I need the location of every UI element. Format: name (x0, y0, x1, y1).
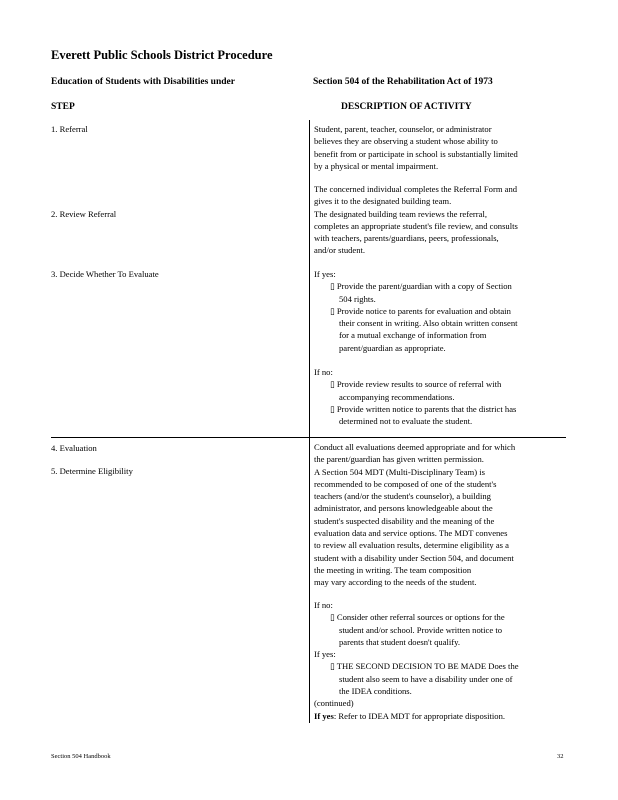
text-line: determined not to evaluate the student. (339, 416, 473, 427)
description-referral (314, 123, 569, 172)
text-line: evaluation data and service options. The MDT convenes (314, 528, 508, 539)
bullet-item: ▯ Provide notice to parents for evaluation and obtain (330, 305, 511, 316)
text-line: student also seem to have a disability under one of (339, 673, 513, 684)
text-line: Conduct all evaluations deemed appropriate and for which (314, 442, 516, 452)
text-line: The concerned individual completes the Referral Form and (314, 184, 518, 194)
text-line: benefit from or participate in school is substantially limited (314, 148, 518, 159)
column-header-description: DESCRIPTION OF ACTIVITY (341, 102, 472, 112)
document-title: Everett Public Schools District Procedure (51, 48, 273, 62)
description-determine-eligibility (314, 599, 569, 722)
column-divider-top (309, 120, 310, 437)
text-line: their consent in writing. Also obtain written consent (339, 318, 518, 329)
bullet-item: ▯ Consider other referral sources or options for the (330, 612, 505, 623)
description-review-referral (314, 183, 569, 257)
text-line: administrator, and persons knowledgeable about the (314, 503, 493, 514)
step-referral: 1. Referral (51, 124, 88, 134)
text-line: the IDEA conditions. (339, 686, 412, 697)
text-line: completes an appropriate student's file review, and consults (314, 220, 518, 231)
bullet-item: ▯ THE SECOND DECISION TO BE MADE Does the (330, 661, 519, 672)
text-line: student and/or school. Provide written notice to (339, 624, 503, 635)
text-line: with teachers, parents/guardians, peers, professionals, (314, 233, 499, 244)
if-no-label: If no: (314, 367, 333, 378)
continued-note: (continued) (314, 698, 354, 709)
text-line: for a mutual exchange of information from (339, 330, 487, 341)
footer-handbook-title: Section 504 Handbook (51, 753, 111, 760)
step-evaluation: 4. Evaluation (51, 443, 97, 453)
text-line: accompanying recommendations. (339, 391, 455, 402)
text-line: the parent/guardian has given written permission. (314, 454, 484, 465)
step-decide-evaluate: 3. Decide Whether To Evaluate (51, 269, 159, 279)
document-subtitle-right: Section 504 of the Rehabilitation Act of 1973 (313, 77, 493, 87)
column-header-step: STEP (51, 102, 75, 112)
text-line: student's suspected disability and the meaning of the (314, 515, 495, 526)
document-subtitle-left: Education of Students with Disabilities under (51, 77, 235, 87)
text-line: recommended to be composed of one of the student's (314, 478, 497, 489)
step-determine-eligibility: 5. Determine Eligibility (51, 466, 133, 476)
text-line: the meeting in writing. The team composition (314, 564, 472, 575)
step-review-referral: 2. Review Referral (51, 209, 117, 219)
text-line: parent/guardian as appropriate. (339, 342, 446, 353)
text-line: parents that student doesn't qualify. (339, 636, 461, 647)
page-number: 32 (557, 753, 564, 760)
description-evaluation (314, 441, 569, 589)
bullet-item: ▯ Provide the parent/guardian with a copy of Section (330, 281, 512, 292)
if-no-label: If no: (314, 600, 333, 610)
text-line: The designated building team reviews the referral, (314, 208, 487, 219)
column-divider-bottom (309, 438, 310, 723)
text-line: and/or student. (314, 245, 366, 256)
if-yes-label: If yes: (314, 649, 336, 660)
text-line: student with a disability under Section 504, and document (314, 552, 514, 563)
text-line: by a physical or mental impairment. (314, 160, 439, 171)
if-yes-label: If yes: (314, 269, 336, 279)
text-line: believes they are observing a student whose ability to (314, 136, 498, 147)
text-line: Student, parent, teacher, counselor, or administrator (314, 124, 492, 134)
text-line: gives it to the designated building team. (314, 196, 452, 207)
text-line: may vary according to the needs of the student. (314, 577, 477, 588)
bullet-item: ▯ Provide written notice to parents that the district has (330, 403, 517, 414)
text-line: A Section 504 MDT (Multi-Disciplinary Team) is (314, 466, 485, 477)
text-line: teachers (and/or the student's counselor), a building (314, 491, 491, 502)
text-line: 504 rights. (339, 293, 376, 304)
bullet-item: ▯ Provide review results to source of referral with (330, 379, 502, 390)
final-instruction: If yes: Refer to IDEA MDT for appropriate disposition. (314, 710, 506, 721)
text-line: to review all evaluation results, determine eligibility as a (314, 540, 509, 551)
description-decide-evaluate (314, 268, 569, 428)
